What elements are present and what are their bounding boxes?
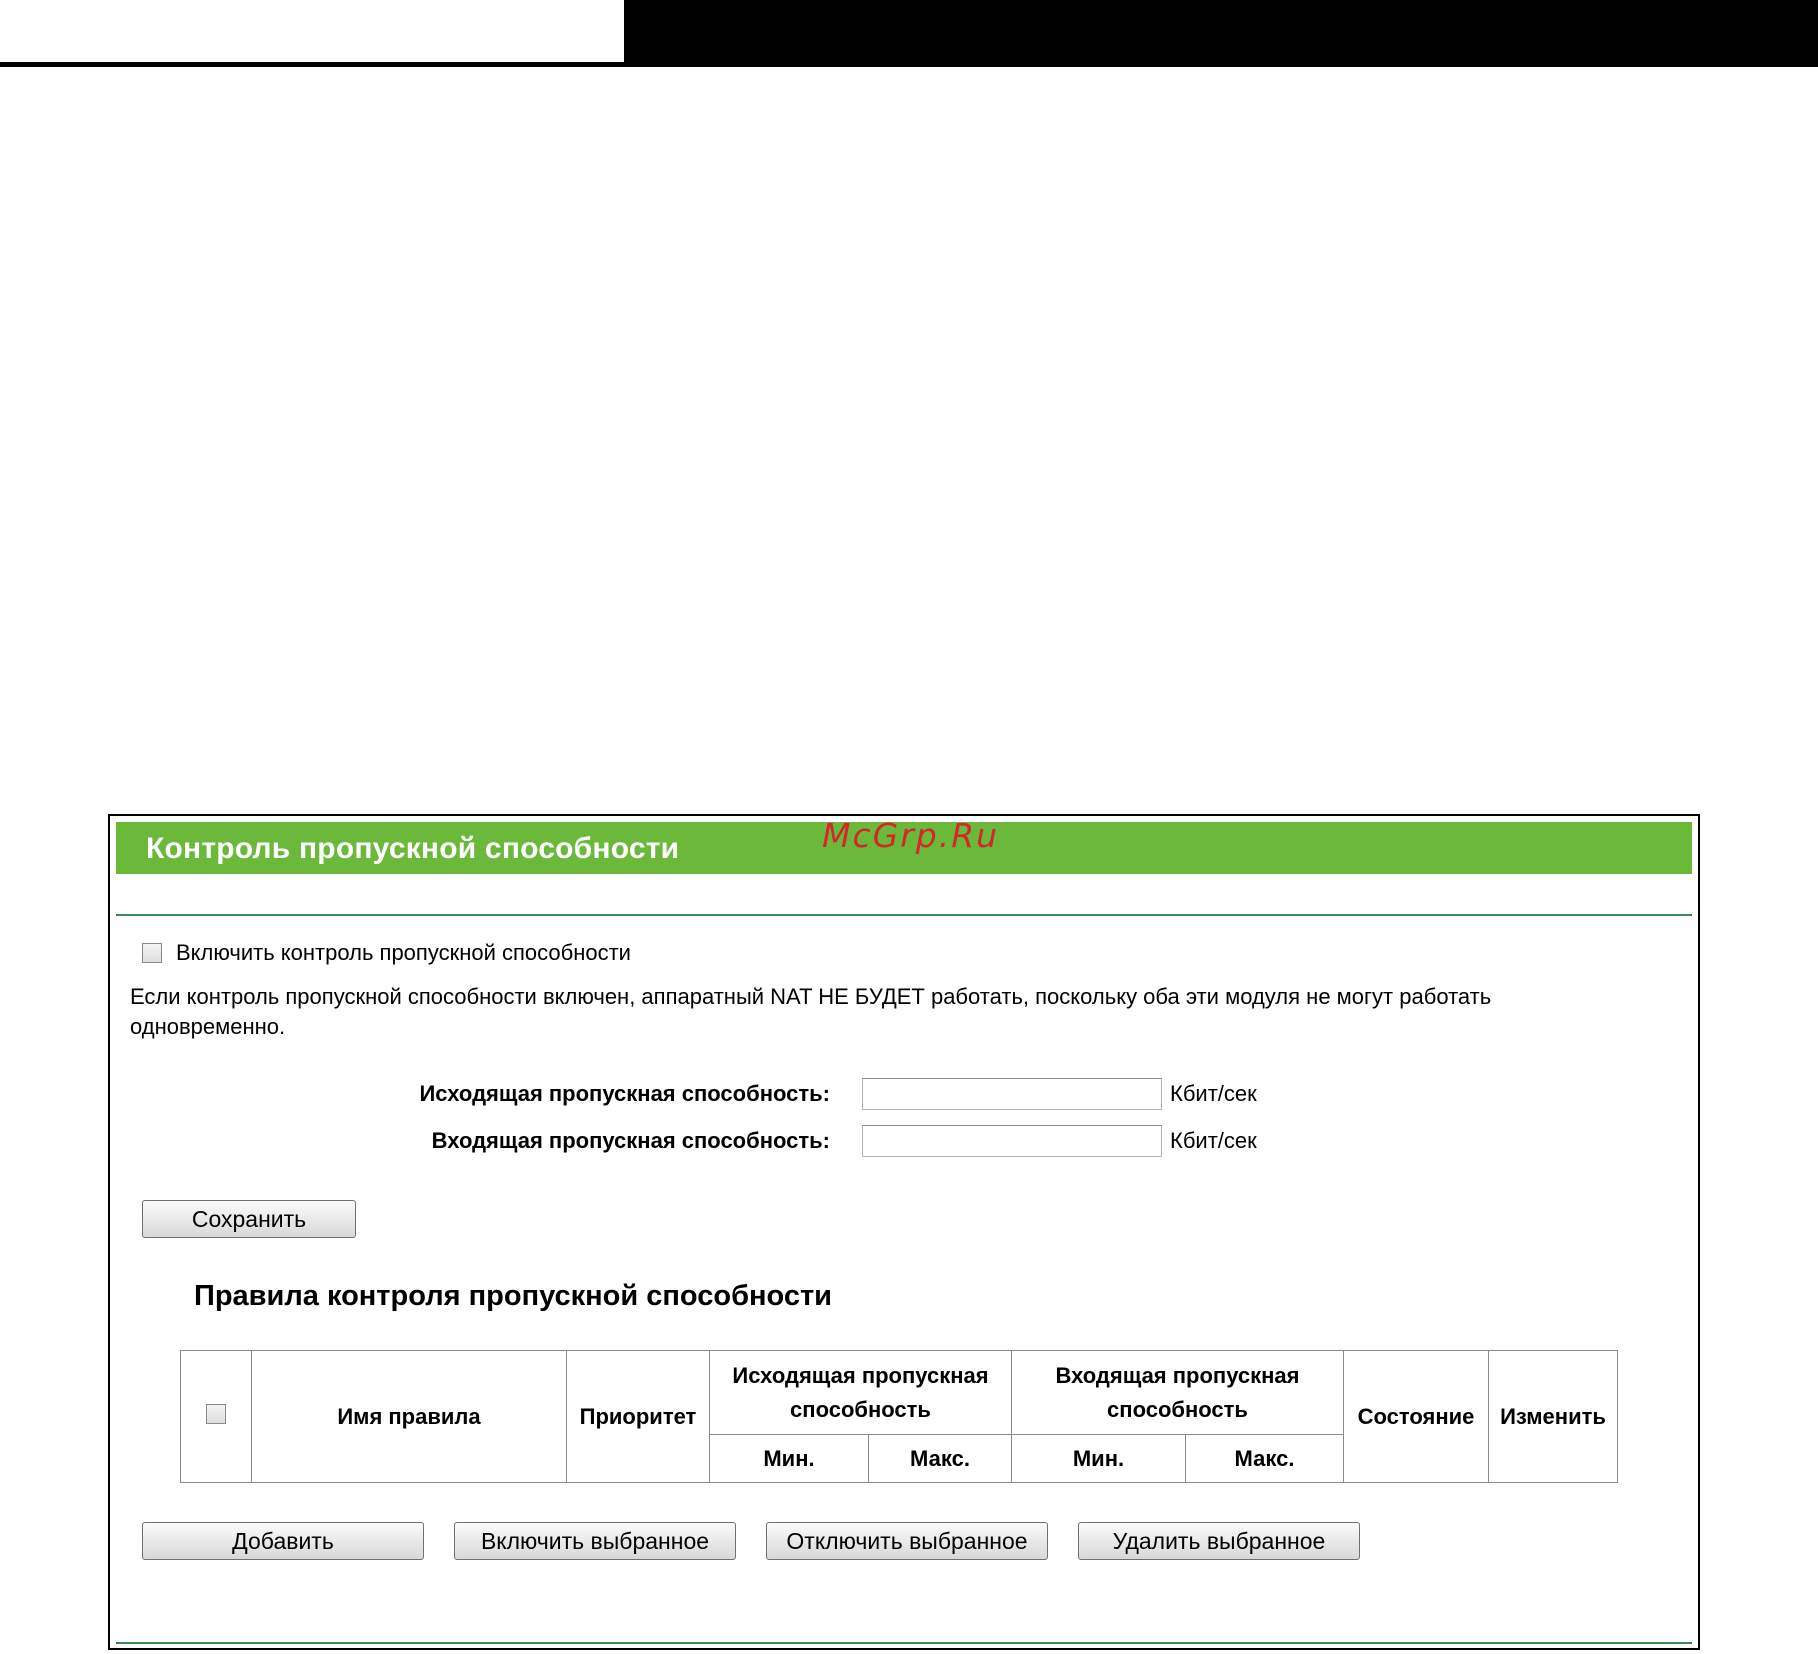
col-rule-name: Имя правила	[252, 1351, 567, 1483]
download-bandwidth-label: Входящая пропускная способность:	[431, 1128, 830, 1153]
upload-bandwidth-label: Исходящая пропускная способность:	[419, 1081, 830, 1106]
page-title: Контроль пропускной способности	[146, 832, 680, 865]
enable-control-row	[142, 940, 631, 966]
divider-top	[116, 914, 1692, 916]
col-upload-min: Мин.	[710, 1435, 869, 1483]
delete-selected-button[interactable]: Удалить выбранное	[1078, 1522, 1360, 1560]
col-download-bandwidth: Входящая пропускная способность	[1012, 1351, 1344, 1435]
table-header-row	[181, 1351, 1618, 1435]
col-priority: Приоритет	[567, 1351, 710, 1483]
download-bandwidth-row	[310, 1125, 1257, 1157]
download-bandwidth-input[interactable]	[862, 1125, 1162, 1157]
col-edit: Изменить	[1489, 1351, 1618, 1483]
add-rule-button[interactable]: Добавить	[142, 1522, 424, 1560]
rules-section-title: Правила контроля пропускной способности	[194, 1280, 832, 1312]
nat-warning-text: Если контроль пропускной способности включен, аппаратный NAT НЕ БУДЕТ работать, поскольку оба эти модуля не могут работать одновременно.	[130, 984, 1492, 1039]
page-header-left	[0, 0, 624, 67]
col-upload-bandwidth: Исходящая пропускная способность	[710, 1351, 1012, 1435]
upload-bandwidth-input[interactable]	[862, 1078, 1162, 1110]
col-upload-max: Макс.	[869, 1435, 1012, 1483]
bandwidth-control-panel	[108, 814, 1700, 1650]
col-download-min: Мин.	[1012, 1435, 1186, 1483]
save-button[interactable]: Сохранить	[142, 1200, 356, 1238]
col-state: Состояние	[1344, 1351, 1489, 1483]
panel-header	[116, 816, 1692, 874]
col-download-max: Макс.	[1186, 1435, 1344, 1483]
watermark: McGrp.Ru	[822, 816, 1000, 855]
enable-bandwidth-checkbox[interactable]	[142, 943, 162, 963]
page-header-bar	[624, 0, 1818, 67]
select-all-cell	[181, 1351, 252, 1483]
enable-selected-button[interactable]: Включить выбранное	[454, 1522, 736, 1560]
upload-bandwidth-row	[310, 1078, 1257, 1110]
rules-table	[180, 1350, 1618, 1483]
divider-bottom	[116, 1642, 1692, 1644]
select-all-checkbox[interactable]	[206, 1404, 226, 1424]
download-bandwidth-unit: Кбит/сек	[1170, 1128, 1257, 1153]
disable-selected-button[interactable]: Отключить выбранное	[766, 1522, 1048, 1560]
upload-bandwidth-unit: Кбит/сек	[1170, 1081, 1257, 1106]
enable-bandwidth-label: Включить контроль пропускной способности	[176, 940, 631, 965]
